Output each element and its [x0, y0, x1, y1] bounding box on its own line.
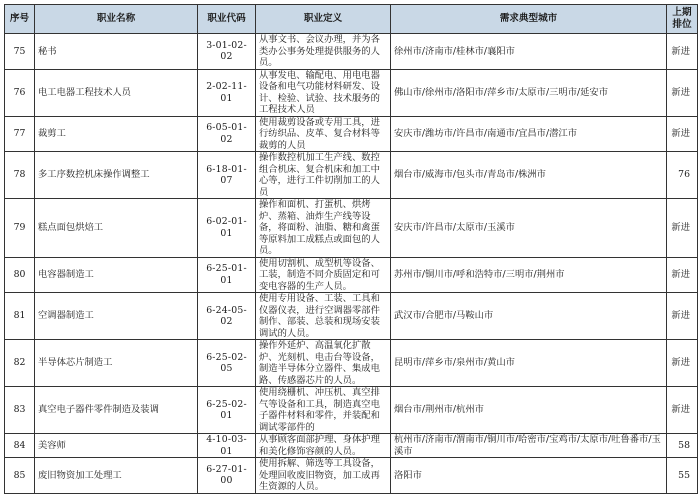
row-cities: 杭州市/济南市/渭南市/铜川市/哈密市/宝鸡市/太原市/吐鲁番市/玉溪市 — [391, 434, 667, 458]
row-definition: 使用拆解、筛选等工具设备，处理回收废旧物资，加工成再生资源的人员。 — [256, 458, 391, 494]
row-occupation-code: 6-25-01-01 — [198, 257, 256, 293]
row-rank: 新进 — [667, 340, 698, 387]
row-occupation-code: 6-27-01-00 — [198, 458, 256, 494]
row-rank: 55 — [667, 458, 698, 494]
header-no: 序号 — [5, 5, 35, 34]
row-occupation-name: 秘书 — [35, 34, 198, 70]
row-rank: 新进 — [667, 387, 698, 434]
occupation-table — [4, 4, 698, 494]
row-no: 76 — [5, 69, 35, 116]
table-row — [5, 152, 698, 199]
row-rank: 新进 — [667, 34, 698, 70]
row-cities: 烟台市/威海市/包头市/青岛市/株洲市 — [391, 152, 667, 199]
row-cities: 昆明市/萍乡市/泉州市/黄山市 — [391, 340, 667, 387]
row-occupation-code: 6-05-01-02 — [198, 116, 256, 152]
row-definition: 使用切割机、成型机等设备、工装，制造不同介质固定和可变电容器的生产人员。 — [256, 257, 391, 293]
row-rank: 76 — [667, 152, 698, 199]
row-rank: 58 — [667, 434, 698, 458]
row-no: 75 — [5, 34, 35, 70]
row-rank: 新进 — [667, 293, 698, 340]
row-occupation-name: 废旧物资加工处理工 — [35, 458, 198, 494]
row-cities: 苏州市/铜川市/呼和浩特市/三明市/荆州市 — [391, 257, 667, 293]
header-previous-rank — [667, 5, 698, 34]
row-cities: 武汉市/合肥市/马鞍山市 — [391, 293, 667, 340]
row-rank: 新进 — [667, 69, 698, 116]
row-occupation-code: 3-01-02-02 — [198, 34, 256, 70]
row-definition: 从事顾客面部护理、身体护理和美化修饰容颜的人员。 — [256, 434, 391, 458]
header-occupation-definition: 职业定义 — [256, 5, 391, 34]
row-cities: 安庆市/潍坊市/许昌市/南通市/宜昌市/潜江市 — [391, 116, 667, 152]
table-row — [5, 340, 698, 387]
row-occupation-name: 电工电器工程技术人员 — [35, 69, 198, 116]
row-occupation-name: 半导体芯片制造工 — [35, 340, 198, 387]
row-cities: 徐州市/济南市/桂林市/襄阳市 — [391, 34, 667, 70]
row-no: 85 — [5, 458, 35, 494]
table-row — [5, 387, 698, 434]
row-definition: 使用专用设备、工装、工具和仪器仪表，进行空调器零部件制作、部装、总装和现场安装调试的人员。 — [256, 293, 391, 340]
row-rank: 新进 — [667, 199, 698, 258]
table-row — [5, 293, 698, 340]
row-no: 78 — [5, 152, 35, 199]
row-definition: 操作外延炉、高温氧化扩散炉、光刻机、电击台等设备，制造半导体分立器件、集成电路、传感器芯片的人员。 — [256, 340, 391, 387]
row-definition: 使用绕栅机、冲压机、真空排气等设备和工具，制造真空电子器件材料和零件，并装配和调试零部件的 — [256, 387, 391, 434]
row-occupation-code: 6-02-01-01 — [198, 199, 256, 258]
table-row — [5, 257, 698, 293]
row-occupation-code: 4-10-03-01 — [198, 434, 256, 458]
row-no: 81 — [5, 293, 35, 340]
row-cities: 佛山市/徐州市/洛阳市/萍乡市/太原市/三明市/延安市 — [391, 69, 667, 116]
table-row — [5, 69, 698, 116]
row-definition: 使用裁剪设备或专用工具，进行纺织品、皮革、复合材料等裁剪的人员 — [256, 116, 391, 152]
row-definition: 操作和面机、打蛋机、烘烤炉、蒸箱、油炸生产线等设备，将面粉、油脂、糖和禽蛋等原料加工成糕点或面包的人员。 — [256, 199, 391, 258]
row-no: 79 — [5, 199, 35, 258]
row-rank: 新进 — [667, 257, 698, 293]
table-header-row — [5, 5, 698, 34]
row-no: 82 — [5, 340, 35, 387]
row-cities: 烟台市/荆州市/杭州市 — [391, 387, 667, 434]
table-row — [5, 116, 698, 152]
table-row — [5, 199, 698, 258]
row-occupation-code: 2-02-11-01 — [198, 69, 256, 116]
row-occupation-name: 电容器制造工 — [35, 257, 198, 293]
row-definition: 从事文书、会议办理，并为各类办公事务处理提供服务的人员。 — [256, 34, 391, 70]
header-typical-cities: 需求典型城市 — [391, 5, 667, 34]
row-rank: 新进 — [667, 116, 698, 152]
header-occupation-name: 职业名称 — [35, 5, 198, 34]
table-row — [5, 458, 698, 494]
row-occupation-code: 6-25-02-01 — [198, 387, 256, 434]
row-occupation-code: 6-18-01-07 — [198, 152, 256, 199]
row-occupation-code: 6-25-02-05 — [198, 340, 256, 387]
row-cities: 洛阳市 — [391, 458, 667, 494]
row-no: 83 — [5, 387, 35, 434]
row-definition: 操作数控机加工生产线、数控组合机床、复合机床和加工中心等，进行工件切削加工的人员 — [256, 152, 391, 199]
row-occupation-name: 裁剪工 — [35, 116, 198, 152]
row-definition: 从事发电、输配电、用电电器设备和电气功能材料研发、设计、检验、试验、技术服务的工程技术人员 — [256, 69, 391, 116]
row-no: 77 — [5, 116, 35, 152]
row-no: 80 — [5, 257, 35, 293]
table-row — [5, 434, 698, 458]
header-rank-line1: 上期 — [672, 7, 692, 18]
row-occupation-name: 真空电子器件零件制造及装调 — [35, 387, 198, 434]
header-occupation-code: 职业代码 — [198, 5, 256, 34]
row-occupation-name: 糕点面包烘焙工 — [35, 199, 198, 258]
row-cities: 安庆市/许昌市/太原市/玉溪市 — [391, 199, 667, 258]
row-no: 84 — [5, 434, 35, 458]
row-occupation-code: 6-24-05-02 — [198, 293, 256, 340]
row-occupation-name: 美容师 — [35, 434, 198, 458]
table-row — [5, 34, 698, 70]
row-occupation-name: 空调器制造工 — [35, 293, 198, 340]
header-rank-line2: 排位 — [672, 19, 692, 30]
row-occupation-name: 多工序数控机床操作调整工 — [35, 152, 198, 199]
